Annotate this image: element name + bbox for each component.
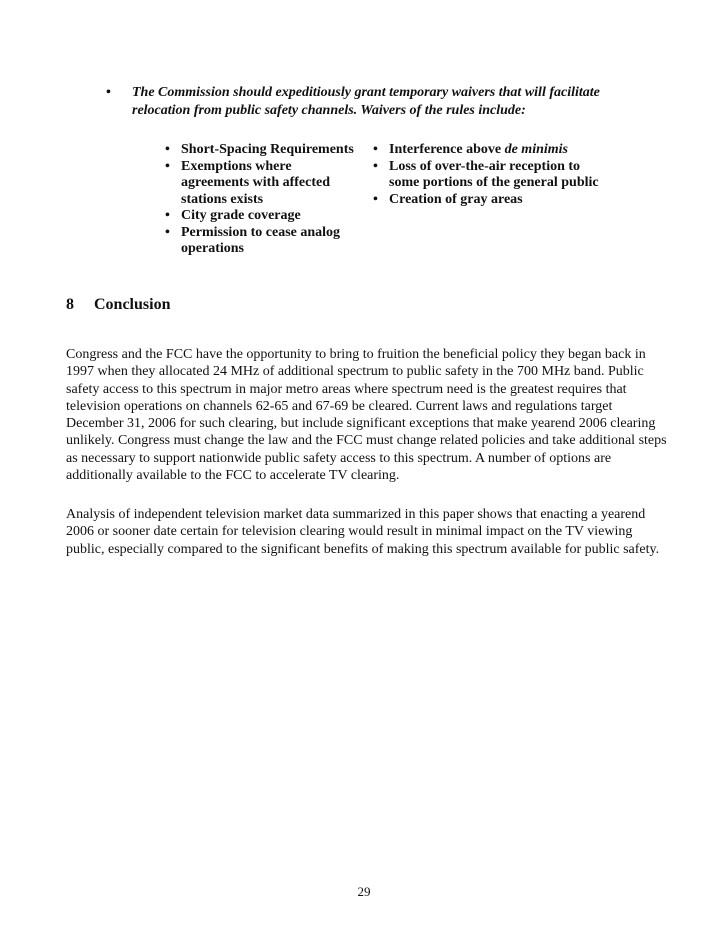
bullet-marker: • — [106, 85, 111, 100]
list-item-text: Creation of gray areas — [389, 191, 523, 207]
list-item — [373, 142, 603, 159]
section-title: Conclusion — [94, 296, 171, 313]
list-item — [165, 208, 360, 225]
list-item — [165, 225, 360, 258]
bullet-marker: • — [373, 158, 378, 174]
waiver-list-left — [165, 142, 360, 258]
list-item — [373, 159, 603, 192]
bullet-marker: • — [165, 142, 170, 157]
bullet-marker: • — [373, 142, 378, 157]
list-item — [165, 142, 360, 159]
waiver-intro-text: The Commission should expeditiously grant temporary waivers that will facilitate relocation from public safety channels. Waivers of the rules include: — [132, 85, 600, 118]
conclusion-paragraph-1: Congress and the FCC have the opportunity to bring to fruition the beneficial policy they began back in 1997 when they allocated 24 MHz of additional spectrum to public safety in the 700 MHz band. Public safety access to this spectrum in major metro areas where spectrum need is the greatest requires that television operations on channels 62-65 and 67-69 be cleared. Current laws and regulations target December 31, 2006 for such clearing, but include significant exceptions that make yearend 2006 clearing unlikely. Congress must change the law and the FCC must change related policies and take additional steps as necessary to support nationwide public safety access to this spectrum. A number of options are additionally available to the FCC to accelerate TV clearing. — [66, 347, 667, 484]
list-item-text: Loss of over-the-air reception to some portions of the general public — [389, 158, 599, 190]
list-item-text: Exemptions where agreements with affected stations exists — [181, 158, 331, 207]
waiver-intro-bullet — [106, 84, 646, 120]
page-number: 29 — [357, 884, 371, 899]
list-item — [373, 192, 603, 209]
list-item-italic-text: de minimis — [504, 142, 568, 157]
list-item-text: Short-Spacing Requirements — [181, 142, 354, 157]
bullet-marker: • — [165, 208, 170, 223]
bullet-marker: • — [373, 191, 378, 207]
conclusion-paragraph-2: Analysis of independent television market data summarized in this paper shows that enacting a yearend 2006 or sooner date certain for television clearing would result in minimal impact on the TV viewing public, especially compared to the significant benefits of making this spectrum available for public safety. — [66, 507, 660, 557]
list-item — [165, 159, 360, 209]
waiver-list-right — [373, 142, 603, 208]
bullet-marker: • — [165, 158, 170, 174]
section-number: 8 — [66, 296, 74, 313]
bullet-marker: • — [165, 224, 170, 240]
section-heading — [66, 296, 170, 314]
list-item-text: City grade coverage — [181, 208, 301, 223]
list-item-text: Interference above — [389, 142, 505, 157]
list-item-text: Permission to cease analog operations — [181, 224, 341, 256]
